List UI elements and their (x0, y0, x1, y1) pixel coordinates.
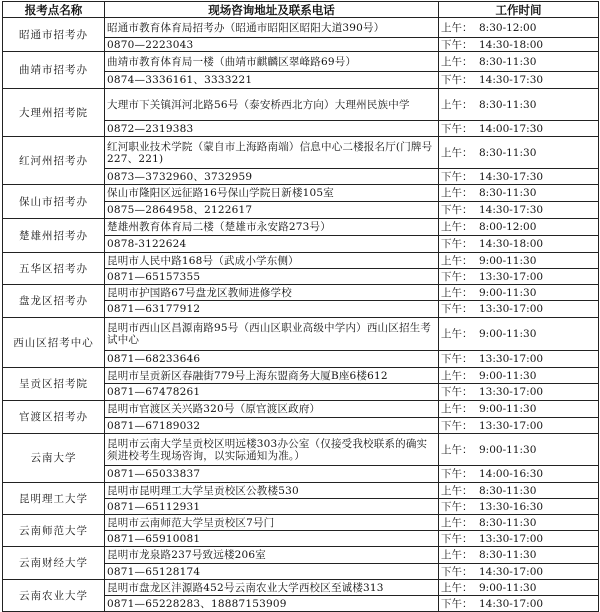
am-label: 上午： (441, 484, 473, 497)
pm-time: 13:30-17:00 (479, 270, 544, 283)
pm-time: 14:30-18:00 (479, 238, 544, 250)
hours-pm (439, 38, 599, 52)
office-name: 保山市招考办 (3, 185, 105, 219)
hours-am (439, 219, 599, 236)
hours-am (439, 89, 599, 121)
am-label: 上午： (441, 581, 473, 594)
hours-pm (439, 564, 599, 580)
office-address: 昆明市云南大学呈贡校区明远楼303办公室（仅接受我校联系的确实须进校考生现场咨询，以实际通知为准。） (105, 434, 439, 466)
office-phone: 0871—65033837 (105, 466, 439, 483)
hours-am (439, 137, 599, 169)
hours-am (439, 368, 599, 384)
pm-time: 13:30-17:00 (479, 419, 544, 432)
office-phone: 0871—65112931 (105, 499, 439, 515)
pm-label: 下午： (441, 122, 473, 135)
table-row (3, 547, 599, 564)
pm-label: 下午： (441, 419, 473, 432)
office-name: 昆明理工大学 (3, 483, 105, 515)
pm-label: 下午： (441, 353, 473, 365)
am-time: 8:30-12:00 (479, 21, 537, 34)
am-time: 9:00-11:30 (479, 254, 537, 267)
hours-am (439, 18, 599, 38)
hours-pm (439, 384, 599, 401)
pm-time: 13:30-16:30 (479, 500, 544, 513)
pm-label: 下午： (441, 565, 473, 578)
hours-am (439, 434, 599, 466)
table-row (3, 483, 599, 499)
am-label: 上午： (441, 55, 473, 68)
hours-pm (439, 236, 599, 253)
office-phone: 0870—2223043 (105, 38, 439, 52)
office-address: 昆明市盘龙区沣源路452号云南农业大学西校区至诚楼313 (105, 580, 439, 596)
am-label: 上午： (441, 146, 473, 159)
pm-time: 13:30-17:00 (479, 532, 544, 545)
hours-pm (439, 351, 599, 368)
am-time: 9:00-11:30 (479, 403, 537, 415)
office-address: 昆明市昆明理工大学呈贡校区公教楼530 (105, 483, 439, 499)
hours-am (439, 515, 599, 531)
am-time: 8:30-11:30 (479, 484, 537, 497)
hours-pm (439, 121, 599, 137)
am-time: 9:00-11:30 (479, 328, 537, 340)
exam-office-table (2, 1, 599, 612)
am-time: 8:30-11:30 (479, 98, 537, 111)
pm-label: 下午： (441, 386, 473, 398)
office-phone: 0874—3336161、3333221 (105, 72, 439, 89)
hours-am (439, 547, 599, 564)
table-row (3, 253, 599, 269)
table-row (3, 185, 599, 202)
pm-time: 14:00-16:30 (479, 468, 544, 480)
office-phone: 0875—2864958、2122617 (105, 202, 439, 219)
hours-pm (439, 269, 599, 285)
table-row (3, 515, 599, 531)
am-label: 上午： (441, 443, 473, 456)
hours-pm (439, 531, 599, 547)
header-row (3, 2, 599, 18)
hours-am (439, 580, 599, 596)
office-name: 云南大学 (3, 434, 105, 483)
am-time: 8:30-11:30 (479, 55, 537, 68)
office-name: 曲靖市招考办 (3, 52, 105, 89)
office-phone: 0873—3732960、3732959 (105, 169, 439, 185)
table-row (3, 580, 599, 596)
pm-time: 13:30-17:00 (479, 386, 544, 398)
pm-label: 下午： (441, 532, 473, 545)
pm-time: 14:30-17:00 (479, 597, 544, 610)
am-label: 上午： (441, 221, 473, 233)
am-time: 8:30-11:30 (479, 516, 537, 529)
table-row (3, 368, 599, 384)
pm-time: 14:30-17:30 (479, 74, 544, 86)
pm-label: 下午： (441, 38, 473, 51)
am-time: 8:30-11:30 (479, 549, 537, 561)
office-phone: 0871—65128174 (105, 564, 439, 580)
table-row (3, 285, 599, 301)
table-row (3, 18, 599, 38)
hours-am (439, 285, 599, 301)
am-label: 上午： (441, 98, 473, 111)
pm-time: 13:30-17:00 (479, 353, 544, 365)
hours-pm (439, 499, 599, 515)
hours-pm (439, 301, 599, 318)
office-phone: 0872—2319383 (105, 121, 439, 137)
header-work-hours: 工作时间 (439, 2, 599, 18)
table-row (3, 89, 599, 121)
hours-am (439, 483, 599, 499)
pm-time: 14:30-17:00 (479, 565, 544, 578)
pm-label: 下午： (441, 170, 473, 183)
hours-pm (439, 418, 599, 434)
table-body (3, 18, 599, 612)
office-name: 大理州招考院 (3, 89, 105, 137)
office-address: 昆明市人民中路168号（武成小学东侧） (105, 253, 439, 269)
am-time: 9:00-11:30 (479, 369, 537, 382)
hours-am (439, 318, 599, 351)
am-label: 上午： (441, 254, 473, 267)
pm-label: 下午： (441, 303, 473, 315)
office-name: 云南师范大学 (3, 515, 105, 547)
am-label: 上午： (441, 187, 473, 199)
office-address: 昆明市云南师范大学呈贡校区7号门 (105, 515, 439, 531)
am-label: 上午： (441, 516, 473, 529)
office-name: 西山区招考中心 (3, 318, 105, 368)
office-phone: 0871—65910081 (105, 531, 439, 547)
office-name: 楚雄州招考办 (3, 219, 105, 253)
header-office-name: 报考点名称 (3, 2, 105, 18)
office-phone: 0871—65228283、18887153909 (105, 596, 439, 612)
office-address: 昆明市龙泉路237号致远楼206室 (105, 547, 439, 564)
am-time: 8:00-12:00 (479, 221, 537, 233)
pm-time: 13:30-17:00 (479, 303, 544, 315)
office-address: 昆明市西山区昌源南路95号（西山区职业高级中学内）西山区招生考试中心 (105, 318, 439, 351)
pm-label: 下午： (441, 597, 473, 610)
office-name: 五华区招考办 (3, 253, 105, 285)
table-row (3, 52, 599, 72)
table-row (3, 318, 599, 351)
office-phone: 0871—67478261 (105, 384, 439, 401)
pm-label: 下午： (441, 204, 473, 216)
am-time: 9:00-11:30 (479, 581, 537, 594)
office-phone: 0871—63177912 (105, 301, 439, 318)
office-address: 曲靖市教育体育局一楼（曲靖市麒麟区翠峰路69号） (105, 52, 439, 72)
hours-pm (439, 466, 599, 483)
office-name: 云南财经大学 (3, 547, 105, 580)
office-phone: 0871—65157355 (105, 269, 439, 285)
am-time: 9:00-11:30 (479, 286, 537, 299)
am-time: 9:00-11:30 (479, 443, 537, 456)
office-address: 大理市下关镇洱河北路56号（泰安桥西北方向）大理州民族中学 (105, 89, 439, 121)
am-label: 上午： (441, 403, 473, 415)
pm-label: 下午： (441, 238, 473, 250)
am-label: 上午： (441, 369, 473, 382)
office-phone: 0871—68233646 (105, 351, 439, 368)
hours-am (439, 52, 599, 72)
table-row (3, 434, 599, 466)
pm-label: 下午： (441, 74, 473, 86)
pm-time: 14:30-17:30 (479, 170, 544, 183)
office-address: 昆明市官渡区关兴路320号（原官渡区政府） (105, 401, 439, 418)
hours-pm (439, 169, 599, 185)
am-time: 8:30-11:30 (479, 146, 537, 159)
pm-time: 14:30-18:00 (479, 38, 544, 51)
am-label: 上午： (441, 21, 473, 34)
header-address-phone: 现场咨询地址及联系电话 (105, 2, 439, 18)
am-label: 上午： (441, 328, 473, 340)
table-row (3, 401, 599, 418)
office-name: 云南农业大学 (3, 580, 105, 612)
office-name: 呈贡区招考院 (3, 368, 105, 401)
office-name: 昭通市招考办 (3, 18, 105, 52)
am-time: 8:30-11:30 (479, 187, 537, 199)
office-address: 保山市隆阳区远征路16号保山学院日新楼105室 (105, 185, 439, 202)
am-label: 上午： (441, 286, 473, 299)
pm-label: 下午： (441, 500, 473, 513)
table-row (3, 219, 599, 236)
hours-am (439, 185, 599, 202)
office-address: 昆明市呈贡新区春融街779号上海东盟商务大厦B座6楼612 (105, 368, 439, 384)
office-address: 昆明市护国路67号盘龙区教师进修学校 (105, 285, 439, 301)
office-name: 红河州招考办 (3, 137, 105, 185)
pm-time: 14:30-17:30 (479, 204, 544, 216)
hours-am (439, 401, 599, 418)
hours-pm (439, 596, 599, 612)
hours-am (439, 253, 599, 269)
office-phone: 0871—67189032 (105, 418, 439, 434)
office-phone: 0878-3122624 (105, 236, 439, 253)
pm-label: 下午： (441, 270, 473, 283)
office-name: 盘龙区招考办 (3, 285, 105, 318)
office-address: 昭通市教育体育局招考办（昭通市昭阳区昭阳大道390号） (105, 18, 439, 38)
office-name: 官渡区招考办 (3, 401, 105, 434)
hours-pm (439, 202, 599, 219)
office-address: 红河职业技术学院（蒙自市上海路南端）信息中心二楼报名厅(门牌号227、221) (105, 137, 439, 169)
office-address: 楚雄州教育体育局二楼（楚雄市永安路273号） (105, 219, 439, 236)
hours-pm (439, 72, 599, 89)
pm-label: 下午： (441, 468, 473, 480)
am-label: 上午： (441, 549, 473, 561)
pm-time: 14:00-17:30 (479, 122, 544, 135)
table-row (3, 137, 599, 169)
